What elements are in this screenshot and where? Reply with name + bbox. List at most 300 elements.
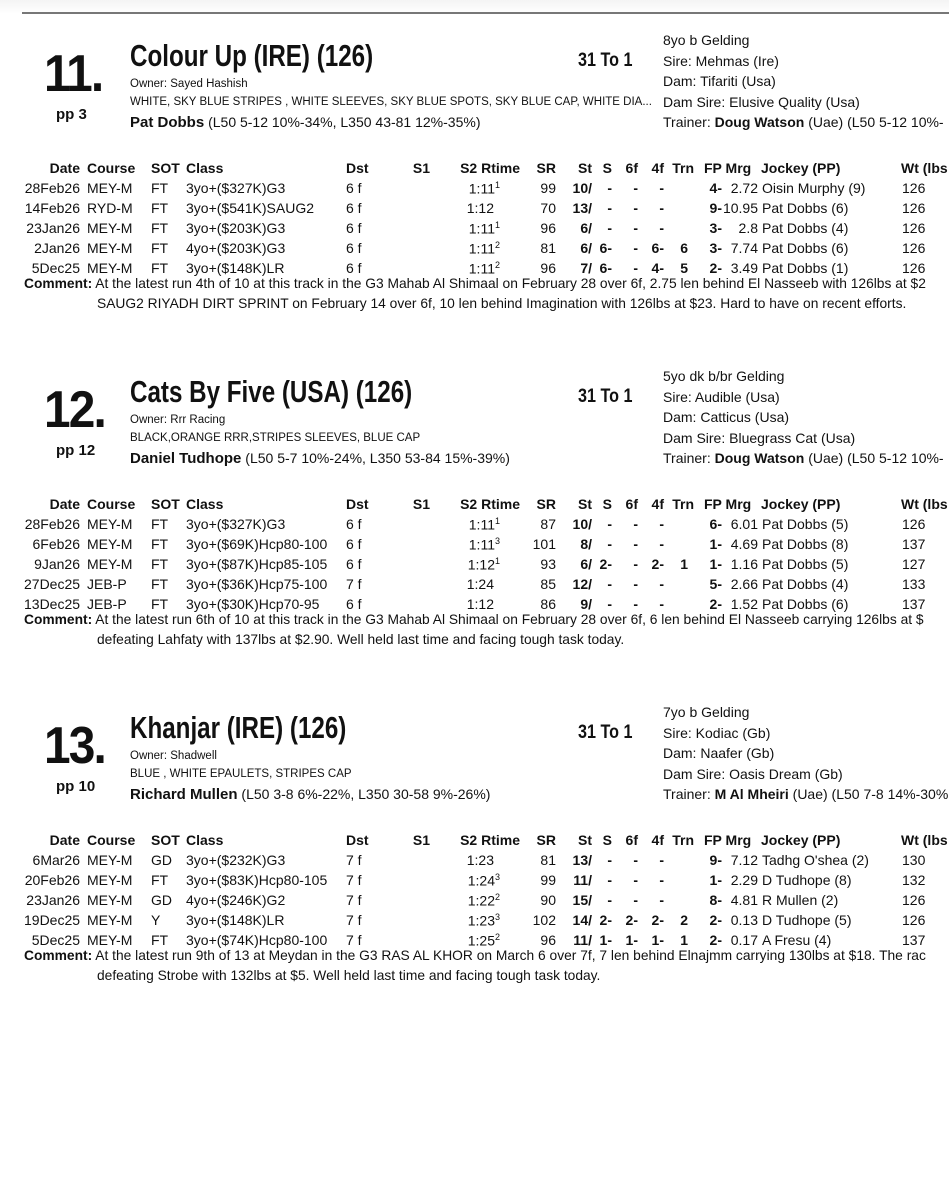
past-performance-header — [0, 832, 949, 852]
cell-date: 28Feb26 — [24, 180, 80, 196]
weight: 137 — [902, 932, 926, 948]
distance: 7 f — [346, 932, 362, 948]
pedigree-info — [663, 702, 948, 805]
starters: 10/ — [572, 180, 592, 196]
race-course: MEY-M — [87, 852, 133, 868]
run-jockey: Pat Dobbs (4) — [762, 220, 849, 236]
call-6f: - — [633, 852, 638, 868]
race-class: 3yo+($83K)Hcp80-105 — [186, 872, 328, 888]
horse-entry — [0, 672, 949, 1008]
turn-position: 1 — [680, 932, 688, 948]
race-class: 3yo+($327K)G3 — [186, 516, 286, 532]
horse-entry — [0, 336, 949, 672]
horse-name: Khanjar (IRE) (126) — [130, 710, 347, 745]
comment-line-1: At the latest run 9th of 13 at Meydan in the G3 RAS AL KHOR on March 6 over 7f, 7 len behind Elnajmm carrying 130lbs at $18. The rac — [95, 948, 926, 963]
weight: 126 — [902, 180, 926, 196]
column-header-date: Date — [49, 832, 80, 848]
run-time: $1:11^2$ — [468, 240, 500, 257]
jockey-name: Pat Dobbs — [130, 114, 205, 131]
run-jockey: Tadhg O'shea (2) — [762, 852, 869, 868]
column-header-st: St — [578, 160, 592, 176]
weight: 137 — [902, 536, 926, 552]
call-4f: - — [659, 872, 664, 888]
start-position: - — [607, 180, 612, 196]
weight: 137 — [902, 596, 926, 612]
distance: 7 f — [346, 576, 362, 592]
speed-rating: 90 — [540, 892, 556, 908]
starters: 12/ — [572, 576, 592, 592]
starters: 9/ — [580, 596, 592, 612]
horse-rating: (126) — [316, 38, 374, 73]
column-header-f6: 6f — [625, 496, 638, 512]
start-position: - — [607, 852, 612, 868]
sire: Sire: Mehmas (Ire) — [663, 52, 779, 69]
distance: 7 f — [346, 852, 362, 868]
margin: 7.74 — [730, 240, 758, 256]
comment-label: Comment: — [24, 276, 93, 291]
cell-date: 23Jan26 — [26, 220, 80, 236]
finish-position: 2- — [709, 260, 722, 276]
race-course: MEY-M — [87, 516, 133, 532]
run-time: 1:12 — [466, 596, 494, 612]
run-jockey: Pat Dobbs (8) — [762, 536, 849, 552]
race-course: MEY-M — [87, 240, 133, 256]
margin: 4.69 — [730, 536, 758, 552]
distance: 7 f — [346, 892, 362, 908]
call-6f: - — [633, 260, 638, 276]
run-jockey: D Tudhope (8) — [762, 872, 852, 888]
call-4f: - — [659, 516, 664, 532]
race-class: 3yo+($232K)G3 — [186, 852, 286, 868]
distance: 6 f — [346, 220, 362, 236]
surface: FT — [151, 596, 169, 612]
starters: 13/ — [572, 852, 592, 868]
column-header-s1: S1 — [412, 160, 430, 176]
surface: GD — [151, 852, 172, 868]
weight: 126 — [902, 892, 926, 908]
column-header-wt: Wt (lbs — [901, 160, 948, 176]
surface: FT — [151, 220, 169, 236]
column-header-s2rtime: S2 Rtime — [460, 160, 520, 176]
margin: 4.81 — [730, 892, 758, 908]
column-header-f6: 6f — [625, 832, 638, 848]
trainer-name: Doug Watson — [714, 114, 805, 130]
margin: 6.01 — [730, 516, 758, 532]
column-header-st: St — [578, 832, 592, 848]
sire: Sire: Audible (Usa) — [663, 388, 780, 405]
race-row — [0, 892, 949, 912]
jockey-stats: (L50 3-8 6%-22%, L350 30-58 9%-26%) — [241, 786, 491, 802]
margin: 10.95 — [722, 200, 758, 216]
trainer-stats: (Uae) (L50 5-12 10%- — [808, 450, 944, 466]
race-row — [0, 852, 949, 872]
race-class: 3yo+($69K)Hcp80-100 — [186, 536, 328, 552]
trainer-stats: (Uae) (L50 7-8 14%-30% — [792, 786, 949, 802]
jockey-line — [130, 450, 510, 467]
owner-label: Owner: Sayed Hashish — [130, 78, 248, 90]
call-6f: - — [633, 200, 638, 216]
column-header-f6: 6f — [625, 160, 638, 176]
comment-line-1: At the latest run 6th of 10 at this track in the G3 Mahab Al Shimaal on February 28 over 6f, 6 len behind El Nasseeb carrying 126lbs at $ — [95, 612, 924, 627]
trainer-name: M Al Mheiri — [714, 786, 789, 802]
column-header-class: Class — [186, 496, 224, 512]
surface: FT — [151, 932, 169, 948]
run-time-fraction: 1 — [494, 516, 500, 526]
race-row — [0, 912, 949, 932]
run-time: $1:11^2$ — [468, 260, 500, 277]
race-course: MEY-M — [87, 932, 133, 948]
cell-date: 9Jan26 — [34, 556, 80, 572]
weight: 133 — [902, 576, 926, 592]
distance: 7 f — [346, 872, 362, 888]
cell-date: 28Feb26 — [24, 516, 80, 532]
post-position: pp 10 — [56, 778, 96, 795]
speed-rating: 96 — [540, 220, 556, 236]
column-header-sot: SOT — [151, 496, 180, 512]
dam: Dam: Tifariti (Usa) — [663, 73, 776, 89]
weight: 127 — [902, 556, 926, 572]
starters: 11/ — [573, 932, 592, 948]
column-header-class: Class — [186, 160, 224, 176]
program-number: 12. — [44, 381, 105, 439]
run-time: $1:22^2$ — [467, 892, 500, 909]
margin: 2.72 — [730, 180, 758, 196]
column-header-sr: SR — [536, 496, 556, 512]
column-header-jockey: Jockey (PP) — [761, 160, 841, 176]
jockey-stats: (L50 5-7 10%-24%, L350 53-84 15%-39%) — [245, 450, 510, 466]
cell-date: 6Mar26 — [32, 852, 80, 868]
trainer: Trainer: Doug Watson (Uae) (L50 5-12 10%- — [663, 114, 944, 130]
run-time-fraction: 1 — [494, 556, 500, 566]
cell-date: 23Jan26 — [26, 892, 80, 908]
call-6f: - — [633, 240, 638, 256]
call-4f: 2- — [651, 912, 664, 928]
column-header-s: S — [602, 160, 612, 176]
race-course: MEY-M — [87, 556, 133, 572]
finish-position: 1- — [709, 536, 722, 552]
column-header-f4: 4f — [651, 496, 664, 512]
column-header-course: Course — [87, 496, 136, 512]
turn-position: 6 — [680, 240, 688, 256]
call-6f: - — [633, 872, 638, 888]
age-sex: 7yo b Gelding — [663, 704, 750, 720]
finish-position: 1- — [709, 872, 722, 888]
call-6f: 2- — [625, 912, 638, 928]
weight: 126 — [902, 516, 926, 532]
finish-position: 2- — [709, 932, 722, 948]
column-header-s1: S1 — [412, 832, 430, 848]
finish-position: 8- — [709, 892, 722, 908]
margin: 2.8 — [738, 220, 758, 236]
starters: 14/ — [572, 912, 592, 928]
surface: GD — [151, 892, 172, 908]
column-header-trn: Trn — [672, 832, 694, 848]
column-header-jockey: Jockey (PP) — [761, 496, 841, 512]
run-jockey: Pat Dobbs (6) — [762, 596, 849, 612]
speed-rating: 96 — [540, 260, 556, 276]
race-course: JEB-P — [87, 596, 127, 612]
race-class: 3yo+($87K)Hcp85-105 — [186, 556, 328, 572]
jockey-name: Richard Mullen — [130, 786, 238, 803]
column-header-fpmrg: FP Mrg — [704, 160, 752, 176]
starters: 7/ — [580, 260, 592, 276]
margin: 0.17 — [730, 932, 758, 948]
race-class: 3yo+($36K)Hcp75-100 — [186, 576, 328, 592]
distance: 6 f — [346, 556, 362, 572]
call-4f: 1- — [651, 932, 664, 948]
column-header-s: S — [602, 832, 612, 848]
run-jockey: R Mullen (2) — [762, 892, 839, 908]
column-header-fpmrg: FP Mrg — [704, 832, 752, 848]
margin: 0.13 — [730, 912, 758, 928]
cell-date: 20Feb26 — [24, 872, 80, 888]
silks-description: WHITE, SKY BLUE STRIPES , WHITE SLEEVES, SKY BLUE SPOTS, SKY BLUE CAP, WHITE DIA... — [130, 96, 652, 108]
column-header-s2rtime: S2 Rtime — [460, 832, 520, 848]
finish-position: 3- — [709, 240, 722, 256]
jockey-name: Daniel Tudhope — [130, 450, 242, 467]
race-class: 3yo+($74K)Hcp80-100 — [186, 932, 328, 948]
owner-label: Owner: Shadwell — [130, 750, 217, 762]
column-header-sr: SR — [536, 832, 556, 848]
race-course: RYD-M — [87, 200, 133, 216]
distance: 6 f — [346, 200, 362, 216]
post-position: pp 3 — [56, 106, 87, 123]
call-4f: - — [659, 596, 664, 612]
trainer: Trainer: M Al Mheiri (Uae) (L50 7-8 14%-30% — [663, 786, 949, 802]
cell-date: 6Feb26 — [32, 536, 80, 552]
age-sex: 8yo b Gelding — [663, 32, 750, 48]
race-row — [0, 240, 949, 260]
column-header-fpmrg: FP Mrg — [704, 496, 752, 512]
column-header-wt: Wt (lbs — [901, 496, 948, 512]
cell-date: 14Feb26 — [24, 200, 80, 216]
run-jockey: A Fresu (4) — [762, 932, 832, 948]
horse-name: Cats By Five (USA) (126) — [130, 374, 413, 409]
weight: 130 — [902, 852, 926, 868]
finish-position: 2- — [709, 596, 722, 612]
surface: FT — [151, 260, 169, 276]
surface: FT — [151, 556, 169, 572]
surface: FT — [151, 240, 169, 256]
race-row — [0, 536, 949, 556]
surface: FT — [151, 576, 169, 592]
race-course: MEY-M — [87, 260, 133, 276]
weight: 126 — [902, 260, 926, 276]
run-time: $1:12^1$ — [467, 556, 500, 573]
speed-rating: 86 — [540, 596, 556, 612]
run-time-fraction: 1 — [494, 180, 500, 190]
run-jockey: D Tudhope (5) — [762, 912, 852, 928]
race-class: 3yo+($148K)LR — [186, 912, 285, 928]
call-4f: - — [659, 536, 664, 552]
comment-block — [24, 610, 949, 650]
sire: Sire: Kodiac (Gb) — [663, 724, 771, 741]
race-class: 4yo+($203K)G3 — [186, 240, 286, 256]
starters: 6/ — [580, 220, 592, 236]
speed-rating: 99 — [540, 872, 556, 888]
surface: FT — [151, 536, 169, 552]
starters: 11/ — [573, 872, 592, 888]
call-4f: - — [659, 200, 664, 216]
trainer-stats: (Uae) (L50 5-12 10%- — [808, 114, 944, 130]
comment-label: Comment: — [24, 948, 93, 963]
past-performance-header — [0, 496, 949, 516]
column-header-s1: S1 — [412, 496, 430, 512]
column-header-sot: SOT — [151, 832, 180, 848]
race-row — [0, 220, 949, 240]
margin: 7.12 — [730, 852, 758, 868]
program-number: 13. — [44, 717, 105, 775]
dam: Dam: Naafer (Gb) — [663, 745, 775, 761]
weight: 126 — [902, 240, 926, 256]
turn-position: 2 — [680, 912, 688, 928]
starters: 8/ — [580, 536, 592, 552]
speed-rating: 93 — [540, 556, 556, 572]
start-position: - — [607, 892, 612, 908]
distance: 7 f — [346, 912, 362, 928]
run-time-fraction: 2 — [494, 892, 500, 902]
start-position: 6- — [599, 240, 612, 256]
finish-position: 9- — [709, 852, 722, 868]
jockey-stats: (L50 5-12 10%-34%, L350 43-81 12%-35%) — [208, 114, 481, 130]
run-jockey: Pat Dobbs (4) — [762, 576, 849, 592]
race-course: JEB-P — [87, 576, 127, 592]
race-row — [0, 180, 949, 200]
run-time: $1:11^3$ — [468, 536, 500, 553]
post-position: pp 12 — [56, 442, 96, 459]
dam-sire: Dam Sire: Oasis Dream (Gb) — [663, 765, 843, 782]
distance: 6 f — [346, 180, 362, 196]
call-6f: - — [633, 892, 638, 908]
weight: 126 — [902, 200, 926, 216]
column-header-s2rtime: S2 Rtime — [460, 496, 520, 512]
surface: FT — [151, 516, 169, 532]
margin: 1.16 — [730, 556, 758, 572]
column-header-trn: Trn — [672, 496, 694, 512]
column-header-dst: Dst — [346, 832, 369, 848]
finish-position: 3- — [709, 220, 722, 236]
call-4f: - — [659, 852, 664, 868]
silks-description: BLACK,ORANGE RRR,STRIPES SLEEVES, BLUE CAP — [130, 432, 421, 444]
column-header-dst: Dst — [346, 160, 369, 176]
trainer: Trainer: Doug Watson (Uae) (L50 5-12 10%- — [663, 450, 944, 466]
cell-date: 13Dec25 — [24, 596, 81, 612]
race-class: 3yo+($541K)SAUG2 — [186, 200, 315, 216]
finish-position: 9- — [709, 200, 722, 216]
run-jockey: Pat Dobbs (5) — [762, 556, 849, 572]
speed-rating: 101 — [532, 536, 556, 552]
distance: 6 f — [346, 596, 362, 612]
race-course: MEY-M — [87, 912, 133, 928]
distance: 6 f — [346, 240, 362, 256]
distance: 6 f — [346, 536, 362, 552]
start-position: - — [607, 536, 612, 552]
race-row — [0, 556, 949, 576]
pedigree-info — [663, 366, 944, 469]
call-4f: 2- — [651, 556, 664, 572]
starters: 10/ — [572, 516, 592, 532]
race-course: MEY-M — [87, 536, 133, 552]
age-sex: 5yo dk b/br Gelding — [663, 368, 785, 384]
horse-rating: (126) — [289, 710, 347, 745]
column-header-st: St — [578, 496, 592, 512]
run-time-fraction: 3 — [494, 536, 500, 546]
speed-rating: 102 — [532, 912, 556, 928]
distance: 6 f — [346, 260, 362, 276]
run-time: 1:24 — [466, 576, 494, 592]
comment-label: Comment: — [24, 612, 93, 627]
speed-rating: 99 — [540, 180, 556, 196]
speed-rating: 81 — [540, 240, 556, 256]
column-header-f4: 4f — [651, 160, 664, 176]
column-header-dst: Dst — [346, 496, 369, 512]
call-6f: - — [633, 556, 638, 572]
run-jockey: Pat Dobbs (1) — [762, 260, 849, 276]
run-time-fraction: 2 — [494, 932, 500, 942]
call-6f: - — [633, 516, 638, 532]
weight: 132 — [902, 872, 926, 888]
run-time: $1:11^1$ — [468, 180, 500, 197]
morning-line-odds: 31 To 1 — [578, 50, 633, 71]
column-header-course: Course — [87, 832, 136, 848]
race-class: 3yo+($327K)G3 — [186, 180, 286, 196]
margin: 1.52 — [730, 596, 758, 612]
weight: 126 — [902, 220, 926, 236]
speed-rating: 87 — [540, 516, 556, 532]
margin: 2.29 — [730, 872, 758, 888]
surface: FT — [151, 200, 169, 216]
comment-line-1: At the latest run 4th of 10 at this track in the G3 Mahab Al Shimaal on February 28 over 6f, 2.75 len behind El Nasseeb with 126lbs at $2 — [95, 276, 926, 291]
column-header-class: Class — [186, 832, 224, 848]
turn-position: 1 — [680, 556, 688, 572]
column-header-course: Course — [87, 160, 136, 176]
jockey-line — [130, 786, 490, 803]
start-position: - — [607, 220, 612, 236]
dam: Dam: Catticus (Usa) — [663, 409, 790, 425]
race-course: MEY-M — [87, 220, 133, 236]
speed-rating: 96 — [540, 932, 556, 948]
trainer-name: Doug Watson — [714, 450, 805, 466]
race-course: MEY-M — [87, 872, 133, 888]
run-time-fraction: 3 — [494, 872, 500, 882]
owner-label: Owner: Rrr Racing — [130, 414, 226, 426]
run-time-fraction: 2 — [494, 260, 500, 270]
race-class: 3yo+($203K)G3 — [186, 220, 286, 236]
race-class: 3yo+($30K)Hcp70-95 — [186, 596, 320, 612]
starters: 15/ — [572, 892, 592, 908]
race-row — [0, 872, 949, 892]
speed-rating: 70 — [540, 200, 556, 216]
start-position: - — [607, 576, 612, 592]
morning-line-odds: 31 To 1 — [578, 386, 633, 407]
speed-rating: 81 — [540, 852, 556, 868]
morning-line-odds: 31 To 1 — [578, 722, 633, 743]
race-course: MEY-M — [87, 892, 133, 908]
silks-description: BLUE , WHITE EPAULETS, STRIPES CAP — [130, 768, 352, 780]
run-jockey: Pat Dobbs (6) — [762, 240, 849, 256]
comment-line-2: SAUG2 RIYADH DIRT SPRINT on February 14 over 6f, 10 len behind Imagination with 126lbs at $23. Hard to have on recent efforts. — [97, 296, 907, 311]
call-4f: - — [659, 220, 664, 236]
starters: 6/ — [580, 240, 592, 256]
column-header-s: S — [602, 496, 612, 512]
finish-position: 5- — [709, 576, 722, 592]
race-row — [0, 516, 949, 536]
start-position: 6- — [599, 260, 612, 276]
horse-rating: (126) — [355, 374, 413, 409]
call-4f: - — [659, 892, 664, 908]
starters: 6/ — [580, 556, 592, 572]
jockey-line — [130, 114, 480, 131]
